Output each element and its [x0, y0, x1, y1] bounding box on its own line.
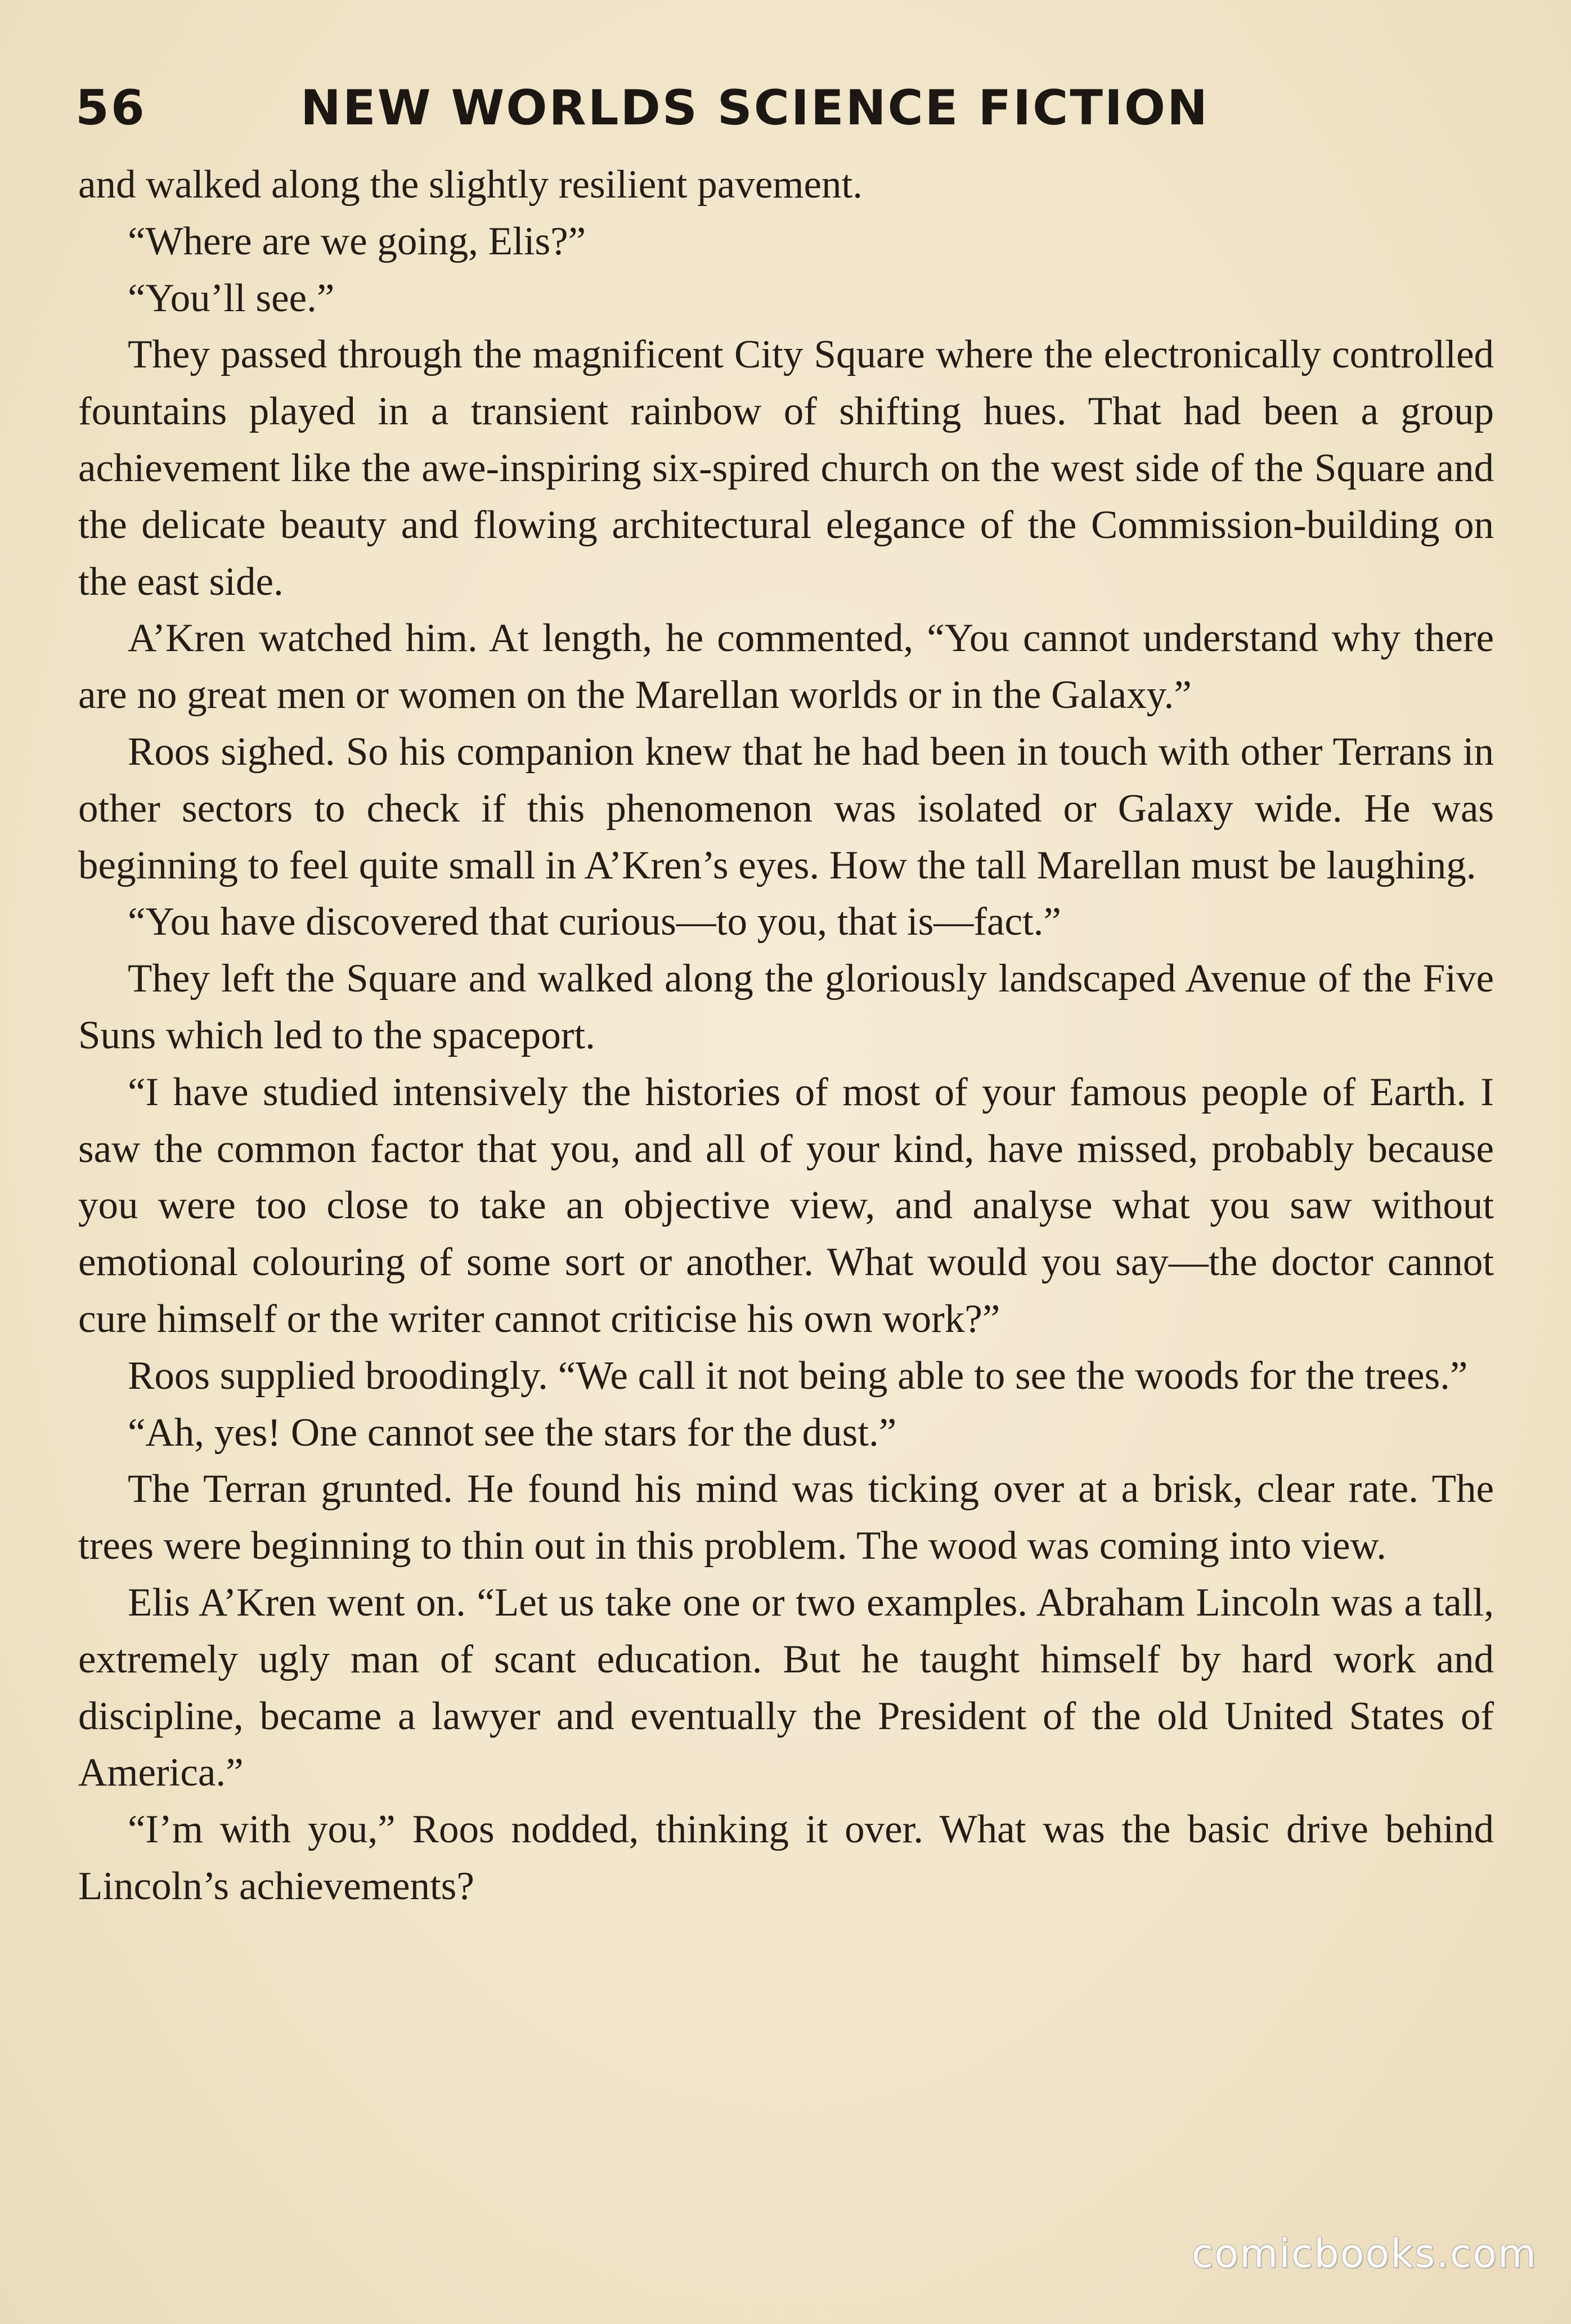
paragraph: “You’ll see.” — [128, 276, 335, 320]
paragraph: Roos supplied broodingly. “We call it not being able to see the woods for the trees.” — [128, 1353, 1468, 1398]
paragraph: Roos sighed. So his companion knew that he had been in touch with other Terrans in other sectors to check if this phenomenon was isolated or Galaxy wide. He was beginning to feel quite small in A’Kren’s eyes. How the tall Marellan must be laughing. — [78, 729, 1494, 887]
paragraph: “I’m with you,” Roos nodded, thinking it over. What was the basic drive behind Lincoln’s achievements? — [78, 1807, 1494, 1908]
paragraph: A’Kren watched him. At length, he commented, “You cannot understand why there are no great men or women on the Marellan worlds or in the Galaxy.” — [78, 616, 1494, 717]
paragraph: and walked along the slightly resilient pavement. — [78, 163, 863, 207]
paragraph: “Ah, yes! One cannot see the stars for the dust.” — [128, 1410, 897, 1455]
page-number: 56 — [75, 80, 146, 136]
story-text — [78, 156, 1494, 1915]
paragraph: They passed through the magnificent City Square where the electronically controlled fountains played in a transient rainbow of shifting hues. That had been a group achievement like the awe-inspiring six-spired church on the west side of the Square and the delicate beauty and flowing architectural elegance of the Commission-building on the east side. — [78, 333, 1494, 604]
watermark: comicbooks.com — [1191, 2231, 1537, 2277]
paragraph: “You have discovered that curious—to you, that is—fact.” — [128, 900, 1061, 944]
paragraph: “I have studied intensively the histories of most of your famous people of Earth. I saw the common factor that you, and all of your kind, have missed, probably because you were too close to take an objective view, and analyse what you saw without emotional colouring of some sort or another. What would you say—the doctor cannot cure himself or the writer cannot criticise his own work?” — [78, 1070, 1494, 1341]
paragraph: “Where are we going, Elis?” — [128, 219, 586, 263]
paragraph: Elis A’Kren went on. “Let us take one or two examples. Abraham Lincoln was a tall, extremely ugly man of scant education. But he taught himself by hard work and discipline, became a lawyer and eventually the President of the old United States of America.” — [78, 1580, 1494, 1795]
paragraph: The Terran grunted. He found his mind was ticking over at a brisk, clear rate. The trees were beginning to thin out in this problem. The wood was coming into view. — [78, 1467, 1494, 1568]
running-header — [75, 74, 1493, 142]
paragraph: They left the Square and walked along the gloriously landscaped Avenue of the Five Suns which led to the spaceport. — [78, 957, 1494, 1057]
running-title: NEW WORLDS SCIENCE FICTION — [300, 80, 1209, 136]
